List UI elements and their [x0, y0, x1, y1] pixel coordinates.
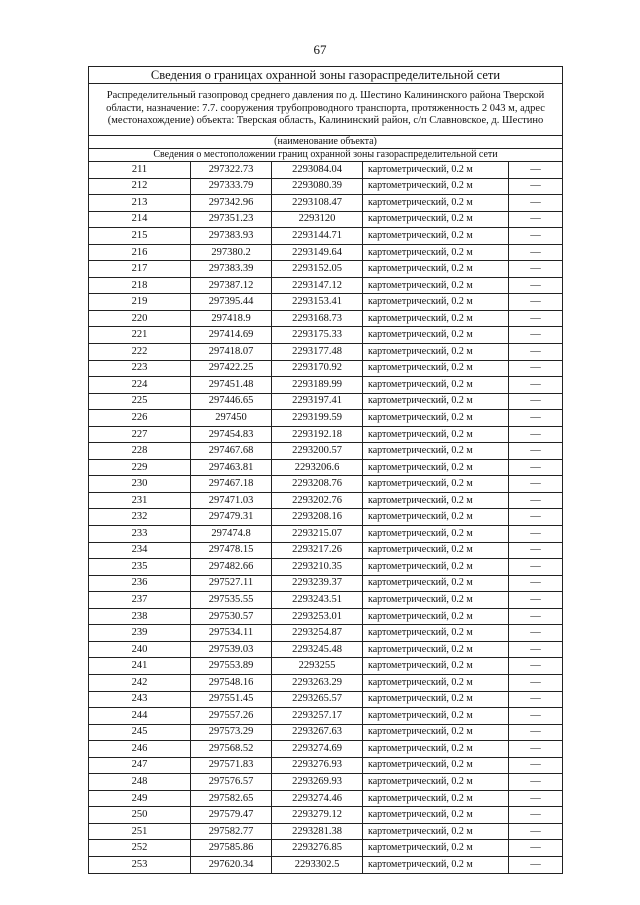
y-coordinate-cell: 2293153.41: [272, 294, 363, 311]
note-cell: —: [509, 542, 563, 559]
method-accuracy-cell: картометрический, 0.2 м: [363, 691, 509, 708]
note-cell: —: [509, 178, 563, 195]
note-cell: —: [509, 757, 563, 774]
point-number-cell: 241: [89, 658, 191, 675]
method-accuracy-cell: картометрический, 0.2 м: [363, 674, 509, 691]
note-cell: —: [509, 244, 563, 261]
table-row: [89, 244, 563, 261]
y-coordinate-cell: 2293254.87: [272, 625, 363, 642]
point-number-cell: 224: [89, 377, 191, 394]
point-number-cell: 226: [89, 410, 191, 427]
x-coordinate-cell: 297383.39: [191, 261, 272, 278]
note-cell: —: [509, 691, 563, 708]
x-coordinate-cell: 297474.8: [191, 526, 272, 543]
x-coordinate-cell: 297454.83: [191, 426, 272, 443]
point-number-cell: 213: [89, 195, 191, 212]
point-number-cell: 214: [89, 211, 191, 228]
point-number-cell: 244: [89, 708, 191, 725]
method-accuracy-cell: картометрический, 0.2 м: [363, 741, 509, 758]
x-coordinate-cell: 297467.68: [191, 443, 272, 460]
method-accuracy-cell: картометрический, 0.2 м: [363, 509, 509, 526]
point-number-cell: 233: [89, 526, 191, 543]
point-number-cell: 245: [89, 724, 191, 741]
note-cell: —: [509, 410, 563, 427]
table-row: [89, 443, 563, 460]
note-cell: —: [509, 310, 563, 327]
table-row: [89, 344, 563, 361]
method-accuracy-cell: картометрический, 0.2 м: [363, 492, 509, 509]
note-cell: —: [509, 195, 563, 212]
point-number-cell: 242: [89, 674, 191, 691]
note-cell: —: [509, 856, 563, 873]
method-accuracy-cell: картометрический, 0.2 м: [363, 178, 509, 195]
y-coordinate-cell: 2293276.85: [272, 840, 363, 857]
method-accuracy-cell: картометрический, 0.2 м: [363, 244, 509, 261]
y-coordinate-cell: 2293200.57: [272, 443, 363, 460]
x-coordinate-cell: 297573.29: [191, 724, 272, 741]
note-cell: —: [509, 228, 563, 245]
y-coordinate-cell: 2293144.71: [272, 228, 363, 245]
table-row: [89, 625, 563, 642]
table-row: [89, 807, 563, 824]
x-coordinate-cell: 297351.23: [191, 211, 272, 228]
x-coordinate-cell: 297387.12: [191, 277, 272, 294]
y-coordinate-cell: 2293170.92: [272, 360, 363, 377]
table-title: Сведения о границах охранной зоны газораспределительной сети: [89, 67, 563, 84]
table-row: [89, 575, 563, 592]
note-cell: —: [509, 774, 563, 791]
table-row: [89, 426, 563, 443]
note-cell: —: [509, 492, 563, 509]
point-number-cell: 218: [89, 277, 191, 294]
x-coordinate-cell: 297418.07: [191, 344, 272, 361]
x-coordinate-cell: 297450: [191, 410, 272, 427]
x-coordinate-cell: 297553.89: [191, 658, 272, 675]
y-coordinate-cell: 2293206.6: [272, 459, 363, 476]
point-number-cell: 250: [89, 807, 191, 824]
point-number-cell: 235: [89, 559, 191, 576]
method-accuracy-cell: картометрический, 0.2 м: [363, 377, 509, 394]
table-row: [89, 559, 563, 576]
table-row: [89, 790, 563, 807]
point-number-cell: 227: [89, 426, 191, 443]
x-coordinate-cell: 297579.47: [191, 807, 272, 824]
point-number-cell: 229: [89, 459, 191, 476]
point-number-cell: 228: [89, 443, 191, 460]
method-accuracy-cell: картометрический, 0.2 м: [363, 575, 509, 592]
table-row: [89, 674, 563, 691]
x-coordinate-cell: 297395.44: [191, 294, 272, 311]
x-coordinate-cell: 297557.26: [191, 708, 272, 725]
method-accuracy-cell: картометрический, 0.2 м: [363, 807, 509, 824]
table-row: [89, 774, 563, 791]
x-coordinate-cell: 297333.79: [191, 178, 272, 195]
table-row: [89, 310, 563, 327]
table-row: [89, 476, 563, 493]
y-coordinate-cell: 2293120: [272, 211, 363, 228]
table-row: [89, 691, 563, 708]
point-number-cell: 232: [89, 509, 191, 526]
method-accuracy-cell: картометрический, 0.2 м: [363, 344, 509, 361]
table-row: [89, 410, 563, 427]
method-accuracy-cell: картометрический, 0.2 м: [363, 360, 509, 377]
table-row: [89, 757, 563, 774]
y-coordinate-cell: 2293215.07: [272, 526, 363, 543]
table-row: [89, 724, 563, 741]
x-coordinate-cell: 297446.65: [191, 393, 272, 410]
note-cell: —: [509, 426, 563, 443]
point-number-cell: 246: [89, 741, 191, 758]
point-number-cell: 223: [89, 360, 191, 377]
point-number-cell: 217: [89, 261, 191, 278]
y-coordinate-cell: 2293265.57: [272, 691, 363, 708]
y-coordinate-cell: 2293199.59: [272, 410, 363, 427]
section-title: Сведения о местоположении границ охранной зоны газораспределительной сети: [89, 149, 563, 162]
x-coordinate-cell: 297342.96: [191, 195, 272, 212]
table-row: [89, 658, 563, 675]
table-row: [89, 509, 563, 526]
note-cell: —: [509, 443, 563, 460]
method-accuracy-cell: картометрический, 0.2 м: [363, 476, 509, 493]
y-coordinate-cell: 2293267.63: [272, 724, 363, 741]
point-number-cell: 248: [89, 774, 191, 791]
point-number-cell: 215: [89, 228, 191, 245]
table-row: [89, 377, 563, 394]
x-coordinate-cell: 297548.16: [191, 674, 272, 691]
note-cell: —: [509, 559, 563, 576]
method-accuracy-cell: картометрический, 0.2 м: [363, 724, 509, 741]
method-accuracy-cell: картометрический, 0.2 м: [363, 658, 509, 675]
method-accuracy-cell: картометрический, 0.2 м: [363, 443, 509, 460]
y-coordinate-cell: 2293243.51: [272, 592, 363, 609]
x-coordinate-cell: 297380.2: [191, 244, 272, 261]
note-cell: —: [509, 608, 563, 625]
x-coordinate-cell: 297479.31: [191, 509, 272, 526]
x-coordinate-cell: 297478.15: [191, 542, 272, 559]
point-number-cell: 216: [89, 244, 191, 261]
method-accuracy-cell: картометрический, 0.2 м: [363, 410, 509, 427]
note-cell: —: [509, 674, 563, 691]
y-coordinate-cell: 2293269.93: [272, 774, 363, 791]
table-row: [89, 741, 563, 758]
y-coordinate-cell: 2293274.69: [272, 741, 363, 758]
table-row: [89, 856, 563, 873]
table-row: [89, 360, 563, 377]
table-row: [89, 608, 563, 625]
point-number-cell: 222: [89, 344, 191, 361]
table-row: [89, 708, 563, 725]
y-coordinate-cell: 2293217.26: [272, 542, 363, 559]
point-number-cell: 234: [89, 542, 191, 559]
point-number-cell: 230: [89, 476, 191, 493]
table-row: [89, 459, 563, 476]
method-accuracy-cell: картометрический, 0.2 м: [363, 393, 509, 410]
method-accuracy-cell: картометрический, 0.2 м: [363, 592, 509, 609]
x-coordinate-cell: 297383.93: [191, 228, 272, 245]
table-row: [89, 195, 563, 212]
x-coordinate-cell: 297418.9: [191, 310, 272, 327]
note-cell: —: [509, 592, 563, 609]
table-row: [89, 592, 563, 609]
y-coordinate-cell: 2293210.35: [272, 559, 363, 576]
x-coordinate-cell: 297530.57: [191, 608, 272, 625]
x-coordinate-cell: 297534.11: [191, 625, 272, 642]
table-row: [89, 641, 563, 658]
y-coordinate-cell: 2293281.38: [272, 823, 363, 840]
x-coordinate-cell: 297571.83: [191, 757, 272, 774]
note-cell: —: [509, 807, 563, 824]
note-cell: —: [509, 459, 563, 476]
method-accuracy-cell: картометрический, 0.2 м: [363, 526, 509, 543]
zone-boundary-table: [88, 66, 563, 874]
table-row: [89, 277, 563, 294]
object-description: Распределительный газопровод среднего давления по д. Шестино Калининского района Тверской области, назначение: 7.7. сооружения трубопроводного транспорта, протяженность 2 043 м, адрес (местонахождение) объекта: Тверская область, Калининский район, с/п Славновское, д. Шестино: [89, 84, 563, 136]
method-accuracy-cell: картометрический, 0.2 м: [363, 459, 509, 476]
method-accuracy-cell: картометрический, 0.2 м: [363, 840, 509, 857]
x-coordinate-cell: 297582.65: [191, 790, 272, 807]
method-accuracy-cell: картометрический, 0.2 м: [363, 625, 509, 642]
table-row: [89, 823, 563, 840]
note-cell: —: [509, 393, 563, 410]
y-coordinate-cell: 2293189.99: [272, 377, 363, 394]
y-coordinate-cell: 2293253.01: [272, 608, 363, 625]
y-coordinate-cell: 2293197.41: [272, 393, 363, 410]
point-number-cell: 221: [89, 327, 191, 344]
method-accuracy-cell: картометрический, 0.2 м: [363, 261, 509, 278]
x-coordinate-cell: 297467.18: [191, 476, 272, 493]
x-coordinate-cell: 297414.69: [191, 327, 272, 344]
point-number-cell: 243: [89, 691, 191, 708]
y-coordinate-cell: 2293152.05: [272, 261, 363, 278]
note-cell: —: [509, 823, 563, 840]
note-cell: —: [509, 327, 563, 344]
x-coordinate-cell: 297422.25: [191, 360, 272, 377]
method-accuracy-cell: картометрический, 0.2 м: [363, 277, 509, 294]
point-number-cell: 238: [89, 608, 191, 625]
y-coordinate-cell: 2293302.5: [272, 856, 363, 873]
y-coordinate-cell: 2293239.37: [272, 575, 363, 592]
point-number-cell: 225: [89, 393, 191, 410]
y-coordinate-cell: 2293274.46: [272, 790, 363, 807]
point-number-cell: 212: [89, 178, 191, 195]
note-cell: —: [509, 658, 563, 675]
y-coordinate-cell: 2293255: [272, 658, 363, 675]
point-number-cell: 231: [89, 492, 191, 509]
note-cell: —: [509, 724, 563, 741]
method-accuracy-cell: картометрический, 0.2 м: [363, 327, 509, 344]
x-coordinate-cell: 297527.11: [191, 575, 272, 592]
method-accuracy-cell: картометрический, 0.2 м: [363, 310, 509, 327]
point-number-cell: 239: [89, 625, 191, 642]
object-caption: (наименование объекта): [89, 136, 563, 149]
table-row: [89, 840, 563, 857]
table-row: [89, 393, 563, 410]
point-number-cell: 252: [89, 840, 191, 857]
note-cell: —: [509, 840, 563, 857]
y-coordinate-cell: 2293208.16: [272, 509, 363, 526]
point-number-cell: 211: [89, 162, 191, 179]
table-row: [89, 542, 563, 559]
y-coordinate-cell: 2293202.76: [272, 492, 363, 509]
y-coordinate-cell: 2293257.17: [272, 708, 363, 725]
point-number-cell: 253: [89, 856, 191, 873]
y-coordinate-cell: 2293108.47: [272, 195, 363, 212]
point-number-cell: 219: [89, 294, 191, 311]
note-cell: —: [509, 790, 563, 807]
method-accuracy-cell: картометрический, 0.2 м: [363, 211, 509, 228]
x-coordinate-cell: 297620.34: [191, 856, 272, 873]
y-coordinate-cell: 2293276.93: [272, 757, 363, 774]
page-number: 67: [313, 42, 327, 57]
x-coordinate-cell: 297539.03: [191, 641, 272, 658]
point-number-cell: 240: [89, 641, 191, 658]
x-coordinate-cell: 297576.57: [191, 774, 272, 791]
table-row: [89, 261, 563, 278]
x-coordinate-cell: 297582.77: [191, 823, 272, 840]
x-coordinate-cell: 297535.55: [191, 592, 272, 609]
x-coordinate-cell: 297482.66: [191, 559, 272, 576]
method-accuracy-cell: картометрический, 0.2 м: [363, 608, 509, 625]
table-row: [89, 211, 563, 228]
y-coordinate-cell: 2293192.18: [272, 426, 363, 443]
table-row: [89, 294, 563, 311]
method-accuracy-cell: картометрический, 0.2 м: [363, 228, 509, 245]
method-accuracy-cell: картометрический, 0.2 м: [363, 195, 509, 212]
method-accuracy-cell: картометрический, 0.2 м: [363, 426, 509, 443]
y-coordinate-cell: 2293263.29: [272, 674, 363, 691]
table-row: [89, 327, 563, 344]
method-accuracy-cell: картометрический, 0.2 м: [363, 294, 509, 311]
x-coordinate-cell: 297451.48: [191, 377, 272, 394]
point-number-cell: 237: [89, 592, 191, 609]
method-accuracy-cell: картометрический, 0.2 м: [363, 774, 509, 791]
note-cell: —: [509, 526, 563, 543]
note-cell: —: [509, 162, 563, 179]
method-accuracy-cell: картометрический, 0.2 м: [363, 162, 509, 179]
y-coordinate-cell: 2293168.73: [272, 310, 363, 327]
x-coordinate-cell: 297568.52: [191, 741, 272, 758]
method-accuracy-cell: картометрический, 0.2 м: [363, 542, 509, 559]
note-cell: —: [509, 277, 563, 294]
method-accuracy-cell: картометрический, 0.2 м: [363, 757, 509, 774]
method-accuracy-cell: картометрический, 0.2 м: [363, 641, 509, 658]
y-coordinate-cell: 2293147.12: [272, 277, 363, 294]
note-cell: —: [509, 377, 563, 394]
table-row: [89, 492, 563, 509]
method-accuracy-cell: картометрический, 0.2 м: [363, 856, 509, 873]
method-accuracy-cell: картометрический, 0.2 м: [363, 790, 509, 807]
note-cell: —: [509, 741, 563, 758]
note-cell: —: [509, 360, 563, 377]
note-cell: —: [509, 641, 563, 658]
y-coordinate-cell: 2293149.64: [272, 244, 363, 261]
y-coordinate-cell: 2293208.76: [272, 476, 363, 493]
table-row: [89, 526, 563, 543]
x-coordinate-cell: 297471.03: [191, 492, 272, 509]
note-cell: —: [509, 261, 563, 278]
note-cell: —: [509, 575, 563, 592]
x-coordinate-cell: 297322.73: [191, 162, 272, 179]
table-row: [89, 228, 563, 245]
y-coordinate-cell: 2293080.39: [272, 178, 363, 195]
note-cell: —: [509, 294, 563, 311]
table-row: [89, 162, 563, 179]
point-number-cell: 251: [89, 823, 191, 840]
method-accuracy-cell: картометрический, 0.2 м: [363, 559, 509, 576]
x-coordinate-cell: 297551.45: [191, 691, 272, 708]
point-number-cell: 247: [89, 757, 191, 774]
note-cell: —: [509, 344, 563, 361]
y-coordinate-cell: 2293084.04: [272, 162, 363, 179]
y-coordinate-cell: 2293175.33: [272, 327, 363, 344]
note-cell: —: [509, 625, 563, 642]
x-coordinate-cell: 297585.86: [191, 840, 272, 857]
note-cell: —: [509, 476, 563, 493]
y-coordinate-cell: 2293245.48: [272, 641, 363, 658]
note-cell: —: [509, 708, 563, 725]
x-coordinate-cell: 297463.81: [191, 459, 272, 476]
point-number-cell: 236: [89, 575, 191, 592]
note-cell: —: [509, 509, 563, 526]
table-row: [89, 178, 563, 195]
method-accuracy-cell: картометрический, 0.2 м: [363, 708, 509, 725]
point-number-cell: 220: [89, 310, 191, 327]
point-number-cell: 249: [89, 790, 191, 807]
method-accuracy-cell: картометрический, 0.2 м: [363, 823, 509, 840]
note-cell: —: [509, 211, 563, 228]
y-coordinate-cell: 2293279.12: [272, 807, 363, 824]
y-coordinate-cell: 2293177.48: [272, 344, 363, 361]
